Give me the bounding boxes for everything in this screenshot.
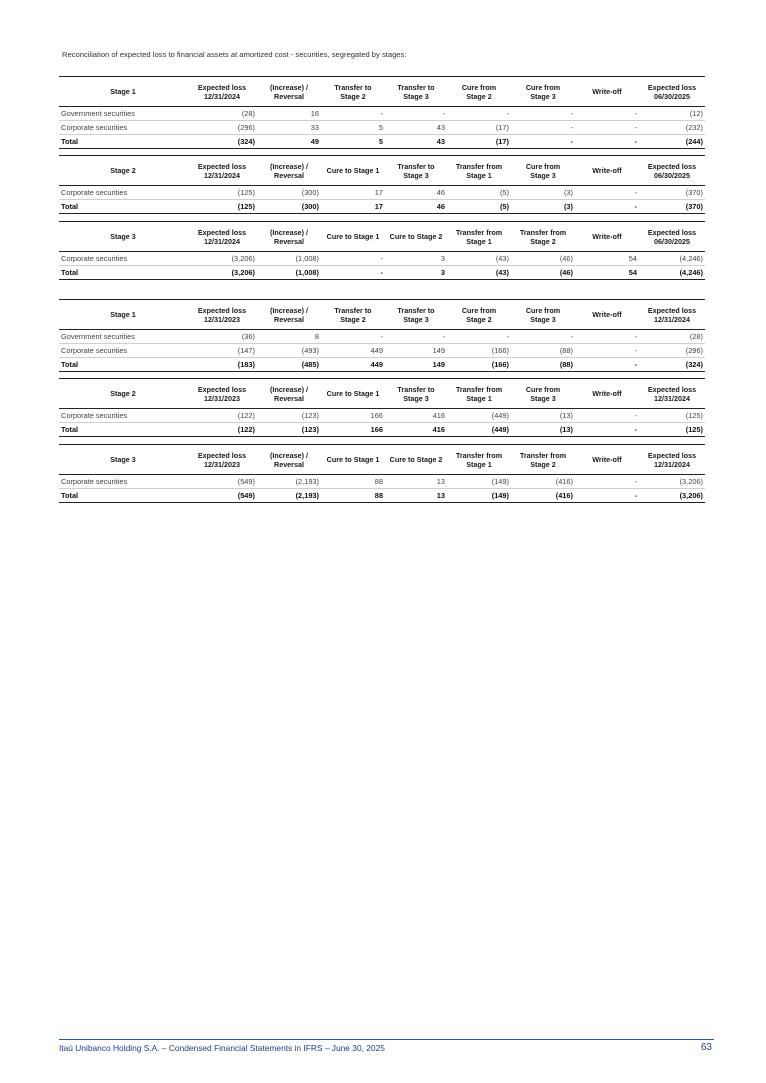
table-cell: (296) <box>187 121 257 135</box>
total-cell: - <box>575 200 639 214</box>
table-cell: 88 <box>321 475 385 489</box>
total-cell: 416 <box>385 423 447 437</box>
table-row <box>59 252 705 266</box>
total-row <box>59 266 705 280</box>
column-header: Expected loss 12/31/2023 <box>187 379 257 409</box>
column-header: Stage 2 <box>59 379 187 409</box>
column-header: Write-off <box>575 77 639 107</box>
row-label: Government securities <box>59 330 187 344</box>
stage-table-section <box>59 155 705 214</box>
row-label: Corporate securities <box>59 409 187 423</box>
table-cell: 17 <box>321 186 385 200</box>
table-cell: (370) <box>639 186 705 200</box>
total-cell: (125) <box>639 423 705 437</box>
table-cell: (296) <box>639 344 705 358</box>
table-cell: - <box>575 121 639 135</box>
table-cell: (549) <box>187 475 257 489</box>
column-header: Write-off <box>575 222 639 252</box>
column-header: Write-off <box>575 300 639 330</box>
column-header: Transfer to Stage 2 <box>321 300 385 330</box>
total-cell: - <box>575 423 639 437</box>
row-label: Corporate securities <box>59 121 187 135</box>
table-cell: - <box>447 107 511 121</box>
column-header: Cure to Stage 1 <box>321 156 385 186</box>
table-cell: (5) <box>447 186 511 200</box>
table-cell: 8 <box>257 330 321 344</box>
total-label: Total <box>59 135 187 149</box>
column-header: Expected loss 12/31/2024 <box>187 156 257 186</box>
column-header: (Increase) / Reversal <box>257 156 321 186</box>
column-header: Cure from Stage 3 <box>511 379 575 409</box>
total-label: Total <box>59 423 187 437</box>
total-cell: 5 <box>321 135 385 149</box>
reconciliation-table <box>59 76 705 149</box>
table-cell: (493) <box>257 344 321 358</box>
column-header: Cure from Stage 2 <box>447 300 511 330</box>
table-header-row <box>59 300 705 330</box>
table-cell: (36) <box>187 330 257 344</box>
footer-text: Itaú Unibanco Holding S.A. – Condensed Financial Statements in IFRS – June 30, 2025 <box>59 1043 385 1053</box>
total-cell: (13) <box>511 423 575 437</box>
row-label: Corporate securities <box>59 475 187 489</box>
total-cell: - <box>575 489 639 503</box>
column-header: (Increase) / Reversal <box>257 222 321 252</box>
total-cell: 13 <box>385 489 447 503</box>
total-row <box>59 358 705 372</box>
table-cell: (123) <box>257 409 321 423</box>
column-header: Cure to Stage 1 <box>321 222 385 252</box>
column-header: (Increase) / Reversal <box>257 300 321 330</box>
reconciliation-table <box>59 299 705 372</box>
total-cell: (449) <box>447 423 511 437</box>
row-label: Corporate securities <box>59 344 187 358</box>
table-header-row <box>59 77 705 107</box>
table-cell: (449) <box>447 409 511 423</box>
total-cell: (324) <box>187 135 257 149</box>
table-cell: (12) <box>639 107 705 121</box>
table-cell: - <box>575 475 639 489</box>
table-header-row <box>59 222 705 252</box>
table-cell: 16 <box>257 107 321 121</box>
table-cell: (1,008) <box>257 252 321 266</box>
table-cell: - <box>321 252 385 266</box>
total-cell: (300) <box>257 200 321 214</box>
column-header: Cure from Stage 3 <box>511 300 575 330</box>
total-row <box>59 135 705 149</box>
table-row <box>59 344 705 358</box>
total-cell: 3 <box>385 266 447 280</box>
column-header: Stage 3 <box>59 222 187 252</box>
footer-divider <box>59 1039 714 1040</box>
column-header: Expected loss 12/31/2023 <box>187 445 257 475</box>
total-row <box>59 423 705 437</box>
table-cell: (122) <box>187 409 257 423</box>
stage-table-section <box>59 76 705 149</box>
total-cell: 54 <box>575 266 639 280</box>
total-cell: 166 <box>321 423 385 437</box>
total-cell: (485) <box>257 358 321 372</box>
total-cell: (244) <box>639 135 705 149</box>
stage-table-section <box>59 378 705 437</box>
column-header: Stage 1 <box>59 300 187 330</box>
total-cell: (370) <box>639 200 705 214</box>
page-title: Reconciliation of expected loss to financial assets at amortized cost - securities, segregated by stages: <box>62 50 407 59</box>
column-header: Expected loss 12/31/2023 <box>187 300 257 330</box>
table-cell: - <box>321 107 385 121</box>
stage-table-section <box>59 221 705 280</box>
column-header: Cure from Stage 3 <box>511 156 575 186</box>
column-header: Transfer to Stage 2 <box>321 77 385 107</box>
total-cell: (3) <box>511 200 575 214</box>
total-cell: (183) <box>187 358 257 372</box>
table-cell: (28) <box>187 107 257 121</box>
column-header: Stage 2 <box>59 156 187 186</box>
total-cell: (324) <box>639 358 705 372</box>
table-row <box>59 186 705 200</box>
column-header: Expected loss 12/31/2024 <box>639 300 705 330</box>
column-header: Expected loss 12/31/2024 <box>639 445 705 475</box>
total-row <box>59 489 705 503</box>
table-cell: (147) <box>187 344 257 358</box>
column-header: Stage 3 <box>59 445 187 475</box>
total-cell: (5) <box>447 200 511 214</box>
row-label: Corporate securities <box>59 252 187 266</box>
page-number: 63 <box>700 1042 712 1053</box>
table-cell: 13 <box>385 475 447 489</box>
total-cell: (416) <box>511 489 575 503</box>
total-cell: (2,193) <box>257 489 321 503</box>
table-cell: (3,206) <box>187 252 257 266</box>
column-header: Write-off <box>575 445 639 475</box>
total-cell: 43 <box>385 135 447 149</box>
total-cell: (3,206) <box>639 489 705 503</box>
total-cell: 17 <box>321 200 385 214</box>
column-header: Transfer from Stage 2 <box>511 445 575 475</box>
column-header: Stage 1 <box>59 77 187 107</box>
column-header: Transfer from Stage 1 <box>447 222 511 252</box>
column-header: Transfer to Stage 3 <box>385 379 447 409</box>
table-cell: 3 <box>385 252 447 266</box>
table-cell: - <box>385 107 447 121</box>
table-cell: 449 <box>321 344 385 358</box>
total-cell: (166) <box>447 358 511 372</box>
table-cell: - <box>385 330 447 344</box>
column-header: Expected loss 12/31/2024 <box>639 379 705 409</box>
total-cell: - <box>575 358 639 372</box>
column-header: Expected loss 06/30/2025 <box>639 156 705 186</box>
table-cell: (17) <box>447 121 511 135</box>
total-cell: - <box>575 135 639 149</box>
table-cell: (43) <box>447 252 511 266</box>
total-cell: 88 <box>321 489 385 503</box>
table-cell: - <box>447 330 511 344</box>
table-cell: - <box>575 344 639 358</box>
total-label: Total <box>59 358 187 372</box>
total-label: Total <box>59 266 187 280</box>
table-cell: 5 <box>321 121 385 135</box>
total-cell: - <box>321 266 385 280</box>
table-cell: (3,206) <box>639 475 705 489</box>
total-cell: (3,206) <box>187 266 257 280</box>
table-cell: (149) <box>447 475 511 489</box>
table-cell: (125) <box>639 409 705 423</box>
total-cell: 49 <box>257 135 321 149</box>
column-header: Cure to Stage 2 <box>385 222 447 252</box>
column-header: Expected loss 12/31/2024 <box>187 222 257 252</box>
total-cell: (549) <box>187 489 257 503</box>
total-cell: (123) <box>257 423 321 437</box>
total-cell: - <box>511 135 575 149</box>
column-header: Transfer to Stage 3 <box>385 300 447 330</box>
reconciliation-table <box>59 444 705 503</box>
table-header-row <box>59 379 705 409</box>
table-cell: 416 <box>385 409 447 423</box>
table-row <box>59 330 705 344</box>
column-header: Cure to Stage 1 <box>321 379 385 409</box>
table-cell: (232) <box>639 121 705 135</box>
total-label: Total <box>59 200 187 214</box>
table-cell: - <box>575 330 639 344</box>
total-cell: (125) <box>187 200 257 214</box>
column-header: Expected loss 06/30/2025 <box>639 77 705 107</box>
total-cell: (46) <box>511 266 575 280</box>
column-header: Transfer from Stage 1 <box>447 156 511 186</box>
table-cell: 43 <box>385 121 447 135</box>
total-cell: 46 <box>385 200 447 214</box>
table-cell: (125) <box>187 186 257 200</box>
table-row <box>59 107 705 121</box>
total-label: Total <box>59 489 187 503</box>
table-row <box>59 121 705 135</box>
column-header: Transfer from Stage 1 <box>447 379 511 409</box>
total-cell: (149) <box>447 489 511 503</box>
table-cell: 46 <box>385 186 447 200</box>
column-header: Write-off <box>575 379 639 409</box>
table-cell: (2,193) <box>257 475 321 489</box>
table-header-row <box>59 445 705 475</box>
table-header-row <box>59 156 705 186</box>
table-cell: 54 <box>575 252 639 266</box>
total-cell: 449 <box>321 358 385 372</box>
table-cell: - <box>511 121 575 135</box>
table-cell: (166) <box>447 344 511 358</box>
table-cell: (300) <box>257 186 321 200</box>
table-row <box>59 409 705 423</box>
reconciliation-table <box>59 221 705 280</box>
column-header: Expected loss 12/31/2024 <box>187 77 257 107</box>
column-header: Expected loss 06/30/2025 <box>639 222 705 252</box>
reconciliation-table <box>59 155 705 214</box>
total-cell: (1,008) <box>257 266 321 280</box>
column-header: Transfer to Stage 3 <box>385 156 447 186</box>
total-cell: 149 <box>385 358 447 372</box>
total-cell: (122) <box>187 423 257 437</box>
total-cell: (43) <box>447 266 511 280</box>
table-cell: 166 <box>321 409 385 423</box>
table-cell: (13) <box>511 409 575 423</box>
row-label: Corporate securities <box>59 186 187 200</box>
table-cell: (416) <box>511 475 575 489</box>
table-cell: - <box>575 186 639 200</box>
column-header: Cure to Stage 2 <box>385 445 447 475</box>
reconciliation-table <box>59 378 705 437</box>
table-cell: (3) <box>511 186 575 200</box>
table-row <box>59 475 705 489</box>
stage-table-section <box>59 444 705 503</box>
column-header: Write-off <box>575 156 639 186</box>
table-cell: - <box>575 409 639 423</box>
total-cell: (88) <box>511 358 575 372</box>
table-cell: (46) <box>511 252 575 266</box>
column-header: Transfer to Stage 3 <box>385 77 447 107</box>
column-header: (Increase) / Reversal <box>257 379 321 409</box>
table-cell: - <box>321 330 385 344</box>
table-cell: - <box>511 330 575 344</box>
total-cell: (4,246) <box>639 266 705 280</box>
column-header: Cure to Stage 1 <box>321 445 385 475</box>
column-header: (Increase) / Reversal <box>257 77 321 107</box>
stage-table-section <box>59 299 705 372</box>
table-cell: (28) <box>639 330 705 344</box>
table-cell: 33 <box>257 121 321 135</box>
column-header: Cure from Stage 3 <box>511 77 575 107</box>
total-row <box>59 200 705 214</box>
table-cell: (88) <box>511 344 575 358</box>
column-header: Cure from Stage 2 <box>447 77 511 107</box>
row-label: Government securities <box>59 107 187 121</box>
table-cell: (4,246) <box>639 252 705 266</box>
column-header: (Increase) / Reversal <box>257 445 321 475</box>
table-cell: - <box>511 107 575 121</box>
table-cell: - <box>575 107 639 121</box>
total-cell: (17) <box>447 135 511 149</box>
column-header: Transfer from Stage 1 <box>447 445 511 475</box>
table-cell: 149 <box>385 344 447 358</box>
column-header: Transfer from Stage 2 <box>511 222 575 252</box>
